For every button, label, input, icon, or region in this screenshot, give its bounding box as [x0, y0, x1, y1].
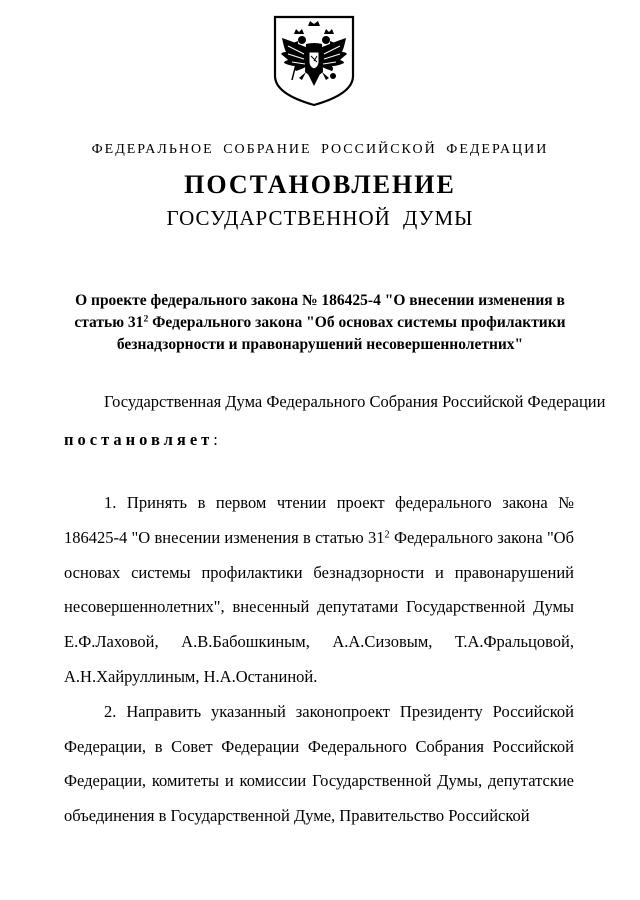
decree-word	[64, 430, 218, 450]
paragraph-1-superscript: 2	[384, 529, 390, 541]
preamble-text: Государственная Дума Федерального Собрания Российской Федерации	[104, 392, 606, 411]
subject-line-3: безнадзорности и правонарушений несовершеннолетних"	[116, 336, 524, 353]
document-title: ПОСТАНОВЛЕНИЕ	[184, 170, 456, 199]
decree-word-text: постановляет	[64, 430, 214, 449]
subject-heading	[60, 290, 580, 356]
subject-line-2-text: статью 31	[74, 314, 144, 331]
paragraph-1-rest: Федерального закона "Об основах системы профилактики безнадзорности и правонарушений несовершеннолетних", внесенный депутатами Государственной Думы Е.Ф.Лаховой, А.В.Бабошкиным, А.А.Сизовым, Т.А.Фральцовой, А.Н.Хайруллиным, Н.А.Останиной.	[64, 527, 574, 686]
subject-line-1: О проекте федерального закона № 186425-4 "О внесении изменения в	[75, 292, 565, 309]
subject-line-2	[60, 312, 580, 334]
body-text	[64, 486, 574, 834]
russian-coat-of-arms-icon	[272, 14, 356, 108]
paragraph-1-text: 1. Принять в первом чтении проект федерального закона № 186425-4 "О внесении изменения в статью 31	[64, 493, 574, 547]
document-subtitle: ГОСУДАРСТВЕННОЙ ДУМЫ	[166, 206, 474, 230]
paragraph-1	[64, 486, 574, 695]
organization-name: ФЕДЕРАЛЬНОЕ СОБРАНИЕ РОССИЙСКОЙ ФЕДЕРАЦИИ	[91, 142, 549, 157]
decree-colon: :	[213, 430, 218, 449]
subject-line-2-rest: Федерального закона "Об основах системы профилактики	[148, 314, 566, 331]
subject-superscript: 2	[143, 313, 149, 325]
paragraph-2: 2. Направить указанный законопроект Президенту Российской Федерации, в Совет Федерации Федерального Собрания Российской Федерации, комитеты и комиссии Государственной Думы, депутатские объединения в Государственной Думе, Правительство Российской	[64, 701, 574, 826]
